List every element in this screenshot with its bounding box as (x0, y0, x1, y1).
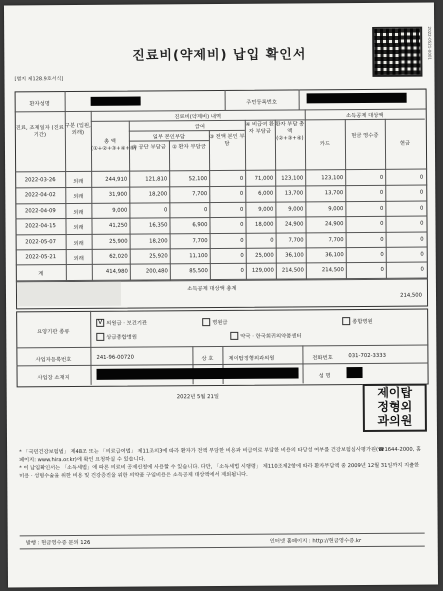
resident-no-label: 주민등록번호 (246, 99, 278, 106)
option-pharmacy-label: 약국 · 한국희귀의약품센터 (240, 333, 302, 340)
option-hospital-label: 병원급 (212, 319, 228, 327)
document-title: 진료비(약제비) 납입 확인서 (132, 47, 307, 64)
cell-total: 244,910 (105, 176, 128, 183)
cell-type: 외래 (73, 194, 84, 201)
cell-date: 계 (38, 271, 44, 278)
cell-patient: 52,100 (188, 176, 208, 183)
cell-full: 0 (239, 175, 244, 182)
col-card-header: 카드 (319, 141, 331, 148)
cell-cash: 0 (419, 174, 424, 181)
cell-nonbenefit: 6,000 (258, 191, 274, 198)
cell-type: 외래 (73, 255, 84, 263)
signature-name-redacted (347, 367, 363, 378)
option-clinic-label: 의원급 · 보건기관 (106, 320, 148, 327)
cell-insurer: 25,920 (149, 253, 168, 260)
cell-insurer: 200,480 (145, 268, 168, 275)
cell-cash: 0 (420, 205, 424, 212)
cell-nonbenefit: 0 (270, 237, 274, 244)
option-general-hospital-label: 종합병원 (352, 318, 373, 326)
footer-right: 인터넷 홈페이지 : http://현금영수증.kr (269, 538, 362, 545)
col-full-header: ③ 전액 본인 부담 (209, 133, 245, 147)
signature-label: 성 명 (318, 373, 331, 380)
checkbox-tertiary-hospital[interactable] (96, 333, 104, 341)
col-cash-header: 현금 (399, 140, 411, 147)
cell-cash: 0 (420, 266, 424, 273)
cell-card: 24,900 (324, 221, 344, 228)
group-treatment-header: 진료비(약제비) 내역 (174, 113, 222, 121)
cell-full: 0 (240, 237, 244, 244)
cell-cash-receipt: 0 (380, 236, 384, 243)
cell-total: 414,980 (105, 269, 128, 276)
cell-patient-total: 24,900 (284, 221, 304, 228)
official-seal-stamp: 제이탑 정형외 과의원 (363, 384, 427, 432)
cell-nonbenefit: 129,000 (251, 268, 274, 275)
col-patient-header: ② 환자 부담금 (172, 144, 206, 151)
cell-date: 2022-04-02 (24, 192, 56, 199)
note-2: * 이 납입확인서는 「소득세법」에 따른 의료비 공제신청에 사용할 수 있습니다. 다만, 「소득세법 시행령」 제110조제2항에 따라 환자부담액 중 2009년 12월 31일까지 지출한 미용 · 성형수술을 위한 비용 및 건강증진을 위한 의약품 구입비용은 소득공제 대상액에서 제외됩니다. (19, 462, 420, 480)
notes-block (19, 446, 424, 481)
cell-cash-receipt: 0 (380, 221, 384, 228)
group-partial-header: 일부 본인부담 (152, 134, 186, 141)
cell-card: 13,700 (324, 190, 344, 197)
cell-patient: 7,700 (192, 191, 208, 198)
cell-patient: 6,900 (192, 222, 208, 229)
phone-label: 전화번호 (312, 355, 333, 362)
col-total-header: 총 액 (①+②+③+④+⑤) (90, 138, 137, 152)
checkbox-pharmacy[interactable] (230, 332, 238, 340)
cell-insurer: 121,810 (145, 176, 168, 183)
patient-name-label: 환자성명 (29, 101, 50, 108)
cell-nonbenefit: 18,000 (254, 221, 274, 228)
note-1: * 「국민건강보험법」 제48조 또는 「의료급여법」 제11조의3에 따라 환자가 전액 부담한 비용과 비급여로 부담한 비용의 타당성 여부를 건강보험심사평가원(☎1644-2000, 홈페이지: www.hira.or.kr)에 확인 요청하실 수 있습니다. (19, 446, 422, 464)
cell-card: 7,700 (328, 236, 344, 243)
cell-cash: 0 (420, 236, 424, 243)
cell-date: 2022-04-09 (24, 207, 56, 215)
cell-total: 62,020 (109, 253, 128, 260)
checkbox-clinic[interactable]: V (98, 318, 103, 326)
cell-patient-total: 214,500 (281, 267, 304, 274)
cell-cash-receipt: 0 (380, 267, 384, 274)
cell-total: 25,900 (109, 238, 128, 245)
col-type-header: 구분 (입원, 외래) (64, 122, 91, 137)
col-insurer-header: ① 공단 부담금 (132, 144, 166, 151)
resident-no-redacted (307, 93, 407, 104)
cell-patient: 7,700 (192, 237, 208, 244)
cell-insurer: 18,200 (149, 237, 168, 245)
address-redacted (97, 367, 299, 379)
cell-patient-total: 9,000 (288, 206, 304, 213)
col-date-header: 진료, 조제일자 (진료기간) (15, 125, 64, 139)
cell-patient-total: 13,700 (284, 190, 304, 197)
cell-cash: 0 (420, 220, 424, 227)
business-no-label: 사업자등록번호 (35, 357, 72, 364)
cell-patient: 11,100 (189, 253, 208, 260)
cell-patient: 85,500 (189, 268, 208, 275)
cell-card: 36,100 (325, 252, 344, 259)
document-serial: 2022-0521-0001 (427, 26, 433, 60)
cell-cash-receipt: 0 (379, 174, 384, 181)
cell-full: 0 (239, 191, 244, 198)
cell-patient-total: 36,100 (285, 252, 304, 259)
cell-type: 외래 (73, 240, 84, 247)
cell-total: 31,900 (108, 192, 128, 199)
issue-date: 2022년 5월 21일 (176, 394, 220, 401)
cell-type: 외래 (73, 225, 84, 232)
cell-patient: 0 (204, 206, 208, 213)
option-tertiary-hospital-label: 상급종합병원 (106, 334, 138, 341)
phone-value: 031-702-3333 (348, 352, 386, 360)
cell-nonbenefit: 9,000 (258, 206, 274, 213)
cell-cash-receipt: 0 (380, 205, 384, 212)
receipt-paper (4, 3, 438, 588)
cell-total: 41,250 (108, 222, 128, 229)
col-cash-receipt-header: 현금 영수증 (351, 132, 379, 140)
cell-insurer: 0 (164, 207, 168, 214)
cell-full: 0 (240, 252, 244, 259)
checkbox-hospital[interactable] (202, 318, 210, 326)
checkbox-general-hospital[interactable] (342, 317, 350, 325)
cell-nonbenefit: 25,000 (255, 252, 274, 259)
cell-cash: 0 (420, 251, 424, 258)
cell-type: 외래 (73, 209, 84, 216)
address-label: 사업장 소재지 (37, 375, 70, 382)
institution-type-label: 요양기관 종류 (37, 329, 70, 336)
business-no-value: 241-96-00720 (96, 354, 134, 361)
company-label: 상 호 (201, 356, 214, 363)
group-benefit-header: 급여 (194, 124, 205, 131)
cell-full: 0 (240, 206, 244, 213)
form-number: [별지 제128.9호서식] (14, 76, 64, 83)
cell-card: 214,500 (321, 267, 344, 274)
cell-total: 9,000 (112, 207, 128, 214)
cell-insurer: 16,350 (148, 222, 168, 229)
cell-date: 2022-05-21 (25, 254, 57, 261)
cell-type: 외래 (73, 178, 84, 186)
col-nonbenefit-header: ④ 비급여 환자 부담금 (245, 121, 275, 135)
cell-patient-total: 123,100 (281, 175, 304, 182)
company-value: 제이탑정형외과의원 (228, 355, 275, 362)
col-patient-total-header: 환자 부담 총액 (②+③+④) (275, 121, 305, 142)
deduction-total-label: 소득공제 대상액 총계 (187, 285, 237, 293)
footer-left: 발행 : 현금영수증 문의 126 (25, 539, 91, 547)
cell-nonbenefit: 71,000 (254, 175, 274, 182)
cell-card: 123,100 (321, 175, 344, 182)
cell-patient-total: 7,700 (288, 237, 304, 244)
cell-full: 0 (240, 268, 244, 275)
cell-insurer: 18,200 (148, 191, 168, 198)
cell-cash-receipt: 0 (380, 251, 384, 258)
deduction-total-value: 214,500 (400, 292, 423, 299)
cell-date: 2022-03-26 (24, 177, 56, 184)
cell-full: 0 (240, 222, 244, 229)
cell-cash-receipt: 0 (379, 190, 384, 197)
footer-bar (20, 533, 425, 550)
cell-card: 9,000 (328, 205, 344, 213)
cell-cash: 0 (419, 189, 424, 196)
cell-date: 2022-05-07 (25, 238, 57, 245)
group-deduction-header: 소득공제 대상액 (345, 112, 384, 120)
patient-name-redacted (91, 97, 141, 106)
cell-date: 2022-04-15 (25, 223, 56, 230)
